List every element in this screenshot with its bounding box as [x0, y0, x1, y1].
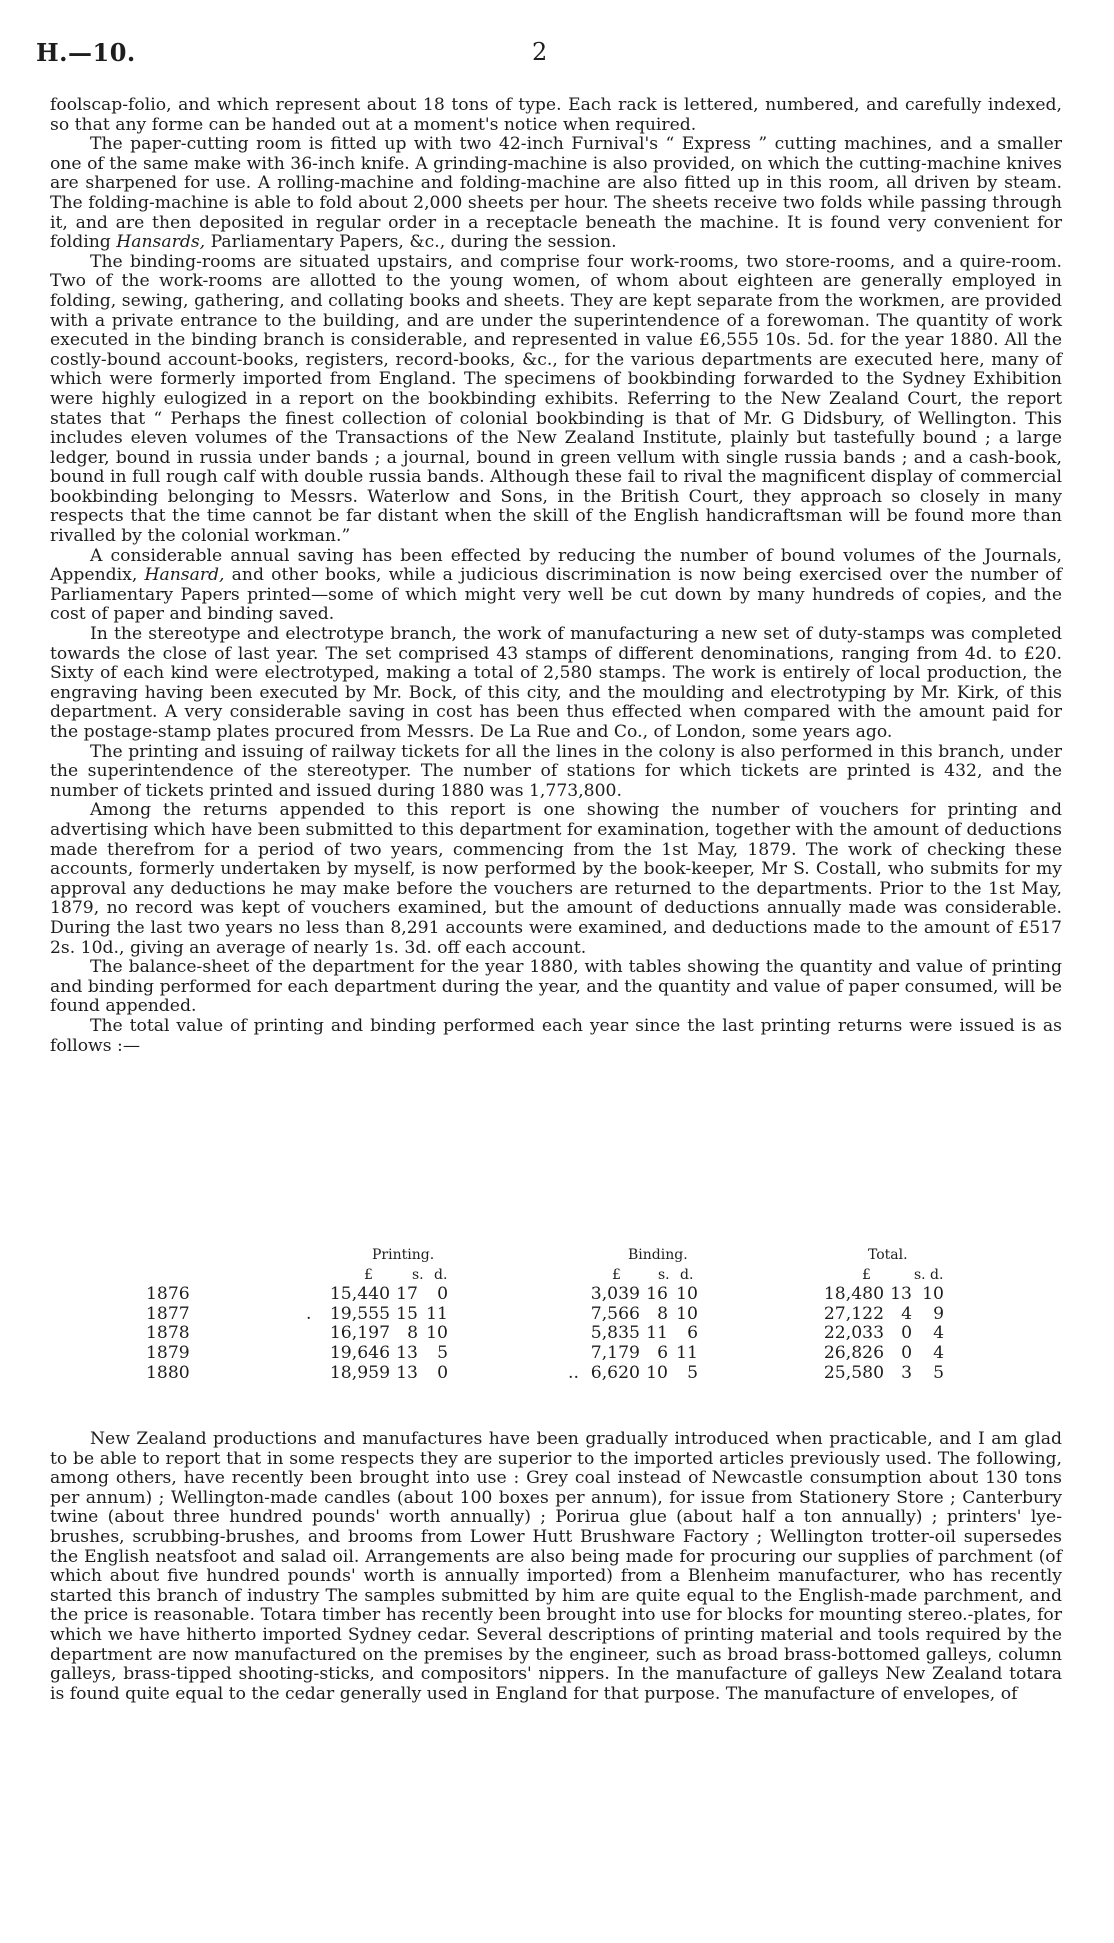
header-printing: Printing.: [372, 1247, 435, 1263]
paragraph-10: New Zealand productions and manufactures have been gradually introduced when practicable, and I am glad to be able to report that in some respects they are superior to the imported articles previously used. The following, among others, have recently been brought into use : Grey coal instead of Newcastle consumption about 130 tons per annum) ; Wellington-made candles (about 100 boxes per annum), for issue from Stationery Store ; Canterbury twine (about three hundred pounds' worth annually) ; Porirua glue (about half a ton annually) ; printers' lye-brushes, scrubbing-brushes, and brooms from Lower Hutt Brushware Factory ; Wellington trotter-oil supersedes the English neatsfoot and salad oil. Arrangements are also being made for procuring our supplies of parchment (of which about five hundred pounds' worth is annually imported) from a Blenheim manufacturer, who has recently started this branch of industry The samples submitted by him are quite equal to the English-made parchment, and the price is reasonable. Totara timber has recently been brought into use for blocks for mounting stereo.-plates, for which we have hitherto imported Sydney cedar. Several descriptions of printing material and tools required by the department are now manufactured on the premises by the engineer, such as broad brass-bottomed galleys, column galleys, brass-tipped shooting-sticks, and compositors' nippers. In the manufacture of galleys New Zealand totara is found quite equal to the cedar generally used in England for that purpose. The manufacture of envelopes, of: [50, 1429, 1062, 1704]
binding-pounds: 7,566: [590, 1303, 640, 1324]
binding-shillings: 11: [646, 1323, 668, 1344]
table-row: [50, 1364, 1062, 1384]
body-text: [50, 96, 1062, 1056]
table-row: [50, 1344, 1062, 1364]
paragraph-2-tail: Parliamentary Papers, &c., during the session.: [205, 232, 617, 253]
leader-dots: ..: [568, 1362, 579, 1383]
total-pence: 5: [933, 1362, 944, 1383]
header-total: Total.: [868, 1247, 908, 1263]
table-row: [50, 1305, 1062, 1325]
total-pounds: 27,122: [823, 1303, 884, 1324]
paragraph-2-text: The paper-cutting room is fitted up with two 42-inch Furnival's “ Express ” cutting machines, and a smaller one of the same make with 36-inch knife. A grinding-machine is also provided, on which the cutting-machine knives are sharpened for use. A rolling-machine and folding-machine are also fitted up in this room, all driven by steam. The folding-machine is able to fold about 2,000 sheets per hour. The sheets receive two folds while passing through it, and are then deposited in regular order in a receptacle beneath the machine. It is found very convenient for folding: [50, 134, 1062, 253]
total-pounds: 22,033: [823, 1323, 884, 1344]
unit-pence: d.: [680, 1266, 694, 1283]
total-shillings: 0: [901, 1342, 912, 1363]
year-cell: 1880: [146, 1362, 190, 1383]
header-binding: Binding.: [628, 1247, 688, 1263]
unit-pound: £: [862, 1266, 871, 1283]
total-pence: 10: [922, 1284, 944, 1305]
binding-shillings: 8: [657, 1303, 668, 1324]
year-cell: 1878: [146, 1323, 190, 1344]
printing-shillings: 13: [396, 1362, 418, 1383]
unit-shilling: s.: [658, 1266, 670, 1283]
paragraph-9: The total value of printing and binding performed each year since the last printing returns were issued is as follows :—: [50, 1015, 1062, 1056]
printing-shillings: 17: [396, 1284, 418, 1305]
paragraph-1: foolscap-folio, and which represent about 18 tons of type. Each rack is lettered, numbered, and carefully indexed, so that any forme can be handed out at a moment's notice when required.: [50, 95, 1062, 135]
binding-shillings: 16: [646, 1284, 668, 1305]
table-row: [50, 1285, 1062, 1305]
printing-pence: 0: [437, 1362, 448, 1383]
printing-pounds: 16,197: [329, 1323, 390, 1344]
italic-hansard: Hansard,: [144, 565, 225, 586]
binding-pence: 10: [676, 1303, 698, 1324]
binding-pence: 10: [676, 1284, 698, 1305]
series-number: H.—10.: [36, 38, 136, 67]
total-shillings: 0: [901, 1323, 912, 1344]
total-pence: 4: [933, 1342, 944, 1363]
printing-pence: 11: [426, 1303, 448, 1324]
total-pounds: 26,826: [823, 1342, 884, 1363]
page-number: 2: [532, 38, 548, 66]
year-cell: 1879: [146, 1342, 190, 1363]
binding-pence: 5: [687, 1362, 698, 1383]
paragraph-3: The binding-rooms are situated upstairs, and comprise four work-rooms, two store-rooms, and a quire-room. Two of the work-rooms are allotted to the young women, of whom about eighteen are generally employed in folding, sewing, gathering, and collating books and sheets. They are kept separate from the workmen, are provided with a private entrance to the building, and are under the superintendence of a forewoman. The quantity of work executed in the binding branch is considerable, and represented in value £6,555 10s. 5d. for the year 1880. All the costly-bound account-books, registers, record-books, &c., for the various departments are executed here, many of which were formerly imported from England. The specimens of bookbinding forwarded to the Sydney Exhibition were highly eulogized in a report on the bookbinding exhibits. Referring to the New Zealand Court, the report states that “ Perhaps the finest collection of colonial bookbinding is that of Mr. G Didsbury, of Wellington. This includes eleven volumes of the Transactions of the New Zealand Institute, plainly but tastefully bound ; a large ledger, bound in russia under bands ; a journal, bound in green vellum with single russia bands ; and a cash-book, bound in full rough calf with double russia bands. Although these fail to rival the magnificent display of commercial bookbinding belonging to Messrs. Waterlow and Sons, in the British Court, they approach so closely in many respects that the time cannot be far distant when the skill of the English handicraftsman will be found more than rivalled by the colonial workman.”: [50, 251, 1062, 547]
binding-pounds: 7,179: [590, 1342, 640, 1363]
printing-shillings: 15: [396, 1303, 418, 1324]
total-pounds: 25,580: [823, 1362, 884, 1383]
total-shillings: 3: [901, 1362, 912, 1383]
paragraph-5: In the stereotype and electrotype branch, the work of manufacturing a new set of duty-stamps was completed towards the close of last year. The set comprised 43 stamps of different denominations, ranging from 4d. to £20. Sixty of each kind were electrotyped, making a total of 2,580 stamps. The work is entirely of local production, the engraving having been executed by Mr. Bock, of this city, and the moulding and electrotyping by Mr. Kirk, of this department. A very considerable saving in cost has been thus effected when compared with the amount paid for the postage-stamp plates procured from Messrs. De La Rue and Co., of London, some years ago.: [50, 624, 1062, 742]
printing-pounds: 18,959: [329, 1362, 390, 1383]
paragraph-7: Among the returns appended to this report is one showing the number of vouchers for printing and advertising which have been submitted to this department for examination, together with the amount of deductions made therefrom for a period of two years, commencing from the 1st May, 1879. The work of checking these accounts, formerly undertaken by myself, is now performed by the book-keeper, Mr S. Costall, who submits for my approval any deductions he may make before the vouchers are returned to the departments. Prior to the 1st May, 1879, no record was kept of vouchers examined, but the amount of deductions annually made was considerable. During the last two years no less than 8,291 accounts were examined, and deductions made to the amount of £517 2s. 10d., giving an average of nearly 1s. 3d. off each account.: [50, 800, 1062, 958]
paragraph-4: [50, 547, 1062, 625]
paragraph-6: The printing and issuing of railway tickets for all the lines in the colony is also performed in this branch, under the superintendence of the stereotyper. The number of stations for which tickets are printed is 432, and the number of tickets printed and issued during 1880 was 1,773,800.: [50, 741, 1062, 801]
total-shillings: 4: [901, 1303, 912, 1324]
table-body: [50, 1285, 1062, 1383]
unit-shilling: s.: [412, 1266, 424, 1283]
binding-pence: 11: [676, 1342, 698, 1363]
unit-shilling: s.: [914, 1266, 926, 1283]
printing-shillings: 8: [407, 1323, 418, 1344]
binding-shillings: 6: [657, 1342, 668, 1363]
italic-hansards: Hansards,: [116, 232, 206, 253]
unit-pound: £: [612, 1266, 621, 1283]
paragraph-4-text: A considerable annual saving has been effected by reducing the number of bound volumes of the Journals, Appendix,: [50, 545, 1062, 586]
paragraph-2: [50, 135, 1062, 253]
unit-pence: d.: [434, 1266, 448, 1283]
total-pounds: 18,480: [823, 1284, 884, 1305]
binding-pounds: 3,039: [590, 1284, 640, 1305]
printing-pounds: 19,555: [329, 1303, 390, 1324]
table-row: [50, 1324, 1062, 1344]
total-pence: 9: [933, 1303, 944, 1324]
printing-pence: 5: [437, 1342, 448, 1363]
binding-shillings: 10: [646, 1362, 668, 1383]
leader-dot: .: [306, 1303, 312, 1324]
paragraph-4-tail: and other books, while a judicious discrimination is now being exercised over the number of Parliamentary Papers printed—some of which might very well be cut down by many hundreds of copies, and the cost of paper and binding saved.: [50, 565, 1062, 625]
table-header-row: [50, 1246, 1062, 1266]
paragraph-8: The balance-sheet of the department for the year 1880, with tables showing the quantity and value of printing and binding performed for each department during the year, and the quantity and value of paper consumed, will be found appended.: [50, 957, 1062, 1017]
printing-pence: 0: [437, 1284, 448, 1305]
returns-table: [50, 1246, 1062, 1383]
total-shillings: 13: [890, 1284, 912, 1305]
year-cell: 1876: [146, 1284, 190, 1305]
printing-shillings: 13: [396, 1342, 418, 1363]
closing-text: [50, 1430, 1062, 1704]
total-pence: 4: [933, 1323, 944, 1344]
printing-pence: 10: [426, 1323, 448, 1344]
binding-pence: 6: [687, 1323, 698, 1344]
binding-pounds: 6,620: [590, 1362, 640, 1383]
unit-pound: £: [364, 1266, 373, 1283]
printing-pounds: 15,440: [329, 1284, 390, 1305]
year-cell: 1877: [146, 1303, 190, 1324]
binding-pounds: 5,835: [590, 1323, 640, 1344]
table-units-row: [50, 1266, 1062, 1286]
unit-pence: d.: [930, 1266, 944, 1283]
printing-pounds: 19,646: [329, 1342, 390, 1363]
